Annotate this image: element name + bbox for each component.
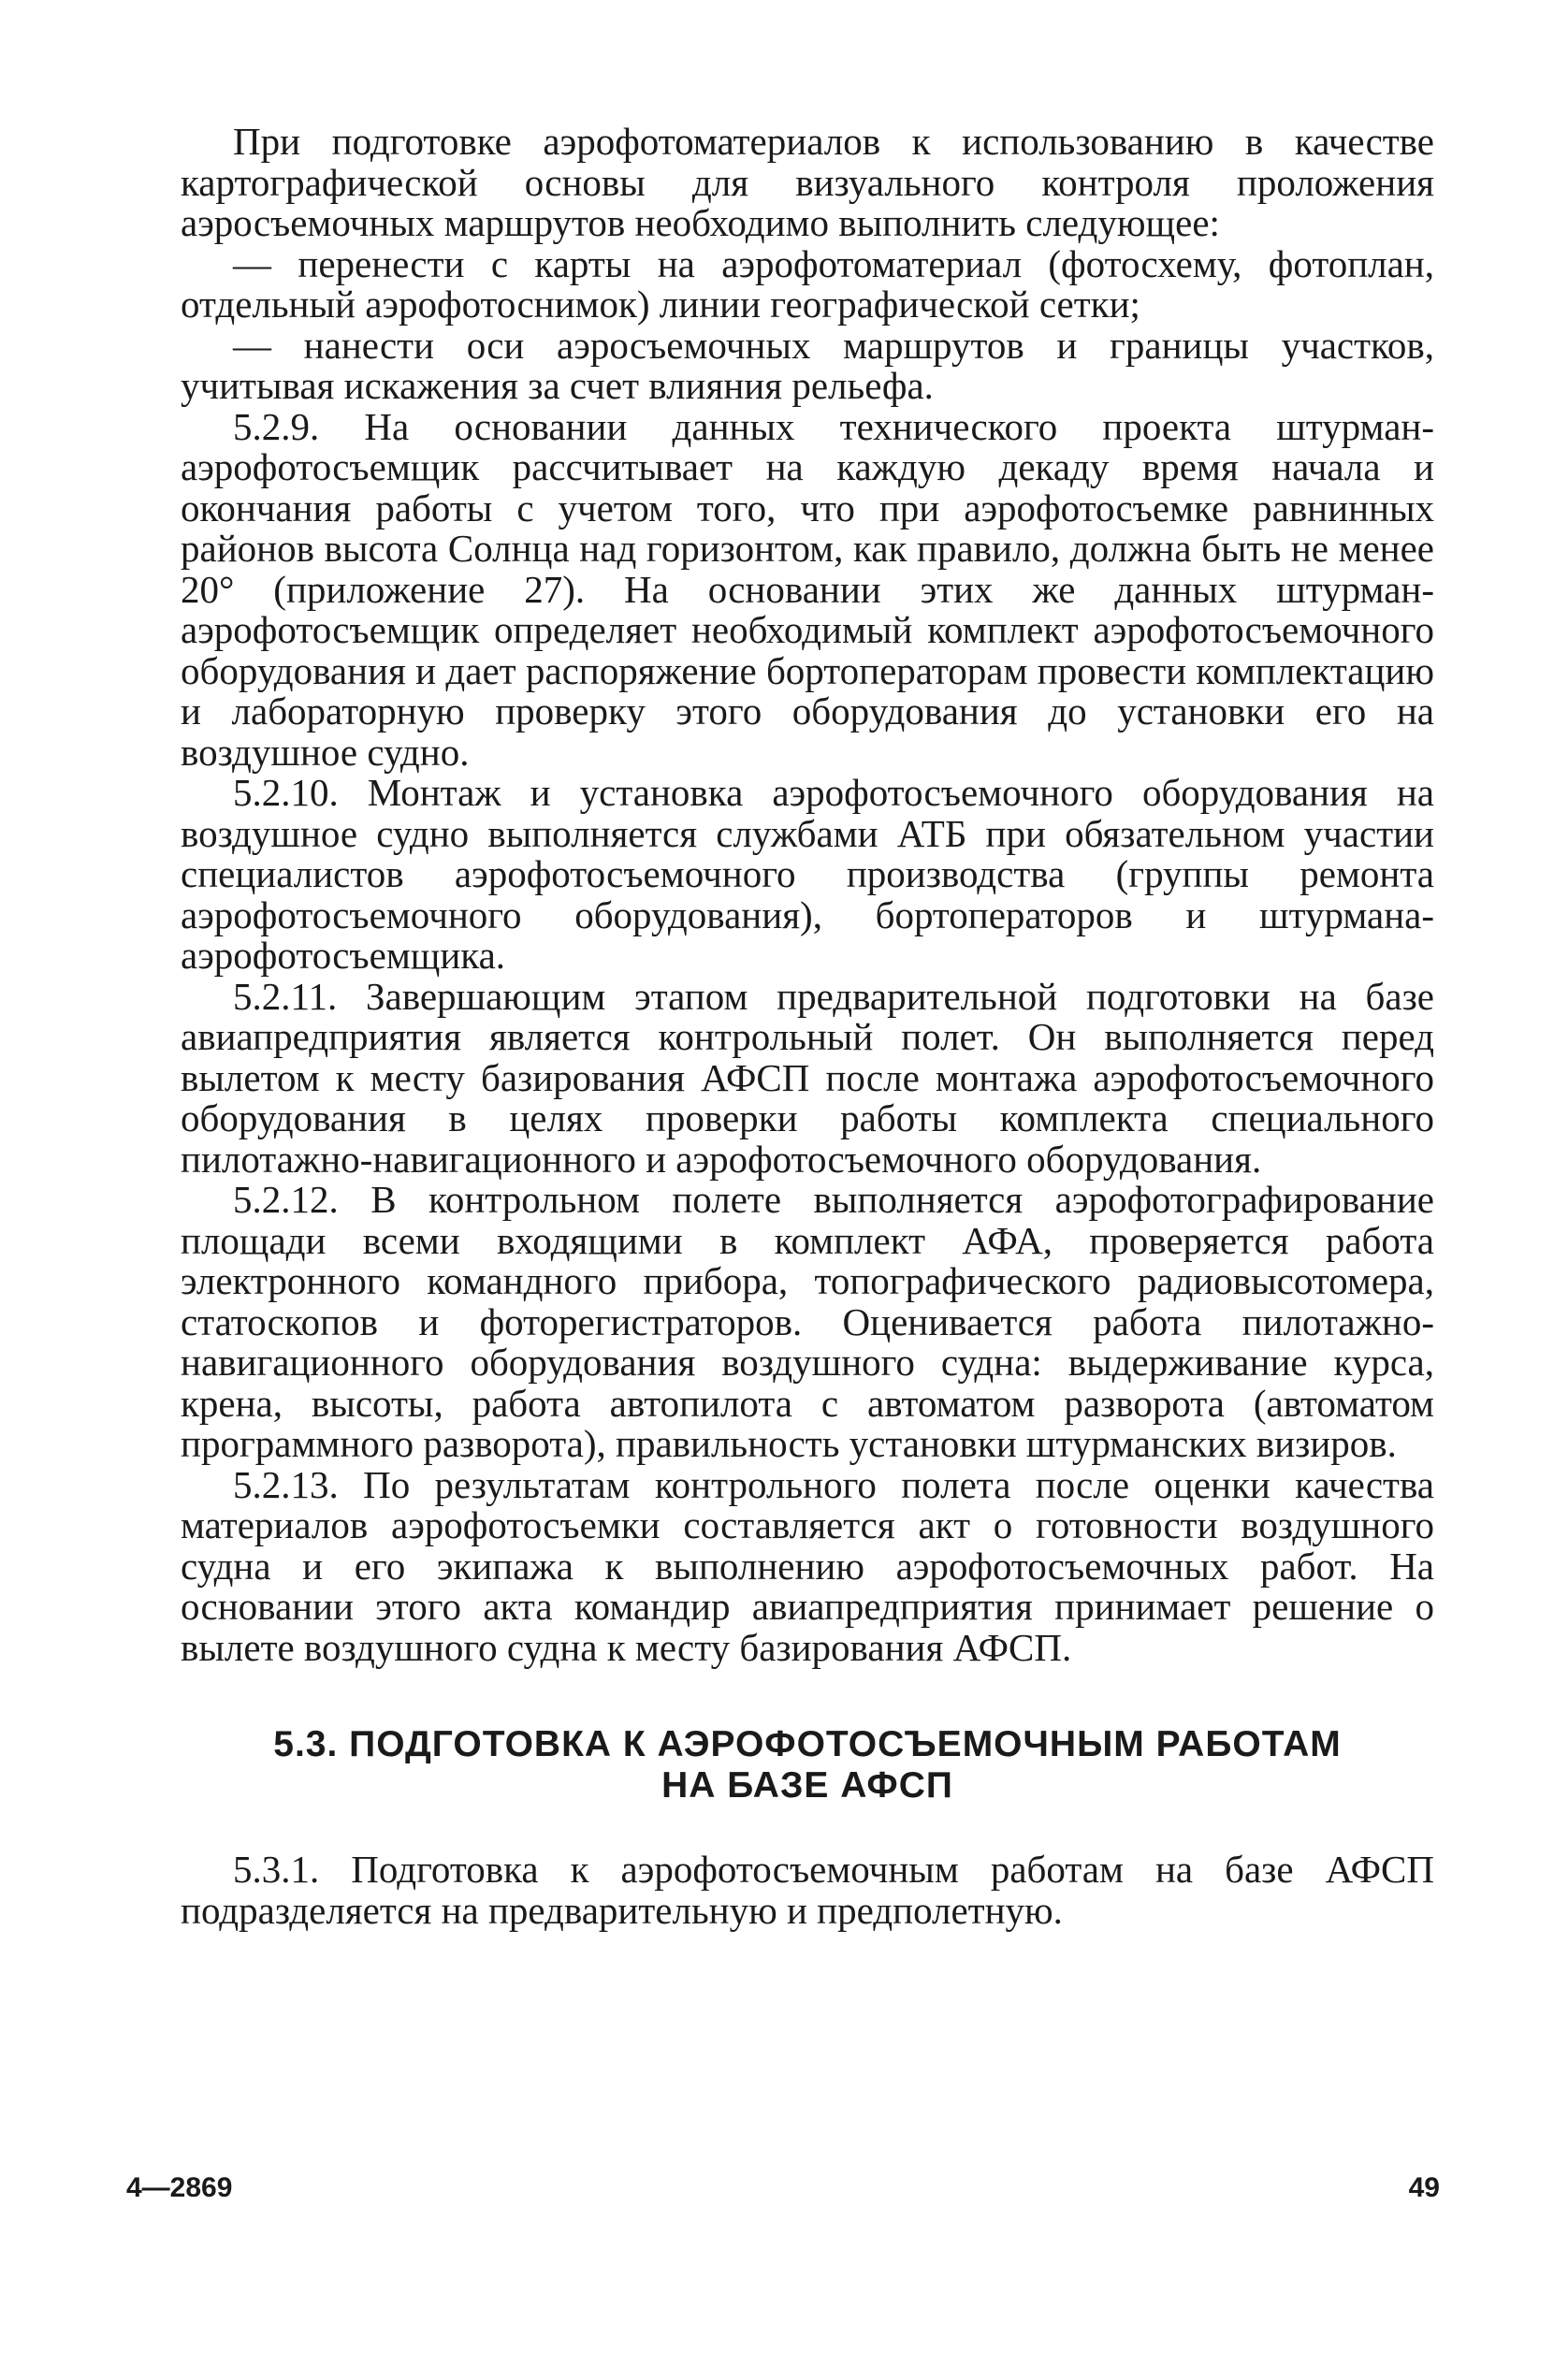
section-heading-line-2: НА БАЗЕ АФСП — [661, 1765, 953, 1806]
paragraph-5-3-1: 5.3.1. Подготовка к аэрофотосъемочным работам на базе АФСП подразделяется на предварительную и предполетную. — [181, 1848, 1434, 1932]
section-heading — [181, 1724, 1434, 1806]
section-heading-line-1: 5.3. ПОДГОТОВКА К АЭРОФОТОСЪЕМОЧНЫМ РАБОТАМ — [273, 1724, 1342, 1764]
paragraph-5-2-11: 5.2.11. Завершающим этапом предварительной подготовки на базе авиапредприятия является контрольный полет. Он выполняется перед вылетом к месту базирования АФСП после монтажа аэрофотосъемочного оборудования в целях проверки работы комплекта специального пилотажно-навигационного и аэрофотосъемочного оборудования. — [181, 974, 1434, 1181]
paragraph-list-item-1: — перенести с карты на аэрофотоматериал (фотосхему, фотоплан, отдельный аэрофотоснимок) линии географической сетки; — [181, 241, 1434, 326]
paragraph-5-2-10: 5.2.10. Монтаж и установка аэрофотосъемочного оборудования на воздушное судно выполняется службами АТБ при обязательном участии специалистов аэрофотосъемочного производства (группы ремонта аэрофотосъемочного оборудования), бортоператоров и штурмана-аэрофотосъемщика. — [181, 771, 1434, 977]
paragraph-5-2-13: 5.2.13. По результатам контрольного полета после оценки качества материалов аэрофотосъемки составляется акт о готовности воздушного судна и его экипажа к выполнению аэрофотосъемочных работ. На основании этого акта командир авиапредприятия принимает решение о вылете воздушного судна к месту базирования АФСП. — [181, 1462, 1434, 1669]
print-signature: 4—2869 — [126, 2172, 233, 2203]
page-body — [181, 122, 1434, 1931]
paragraph-5-2-12: 5.2.12. В контрольном полете выполняется аэрофотографирование площади всеми входящими в комплект АФА, проверяется работа электронного командного прибора, топографического радиовысотомера, статоскопов и фоторегистраторов. Оценивается работа пилотажно-навигационного оборудования воздушного судна: выдерживание курса, крена, высоты, работа автопилота с автоматом разворота (автоматом программного разворота), правильность установки штурманских визиров. — [181, 1178, 1434, 1465]
paragraph-intro: При подготовке аэрофотоматериалов к использованию в качестве картографической основы для визуального контроля проложения аэросъемочных маршрутов необходимо выполнить следующее: — [181, 120, 1434, 244]
paragraph-list-item-2: — нанести оси аэросъемочных маршрутов и границы участков, учитывая искажения за счет влияния рельефа. — [181, 323, 1434, 407]
paragraph-5-2-9: 5.2.9. На основании данных технического проекта штурман-аэрофотосъемщик рассчитывает на каждую декаду время начала и окончания работы с учетом того, что при аэрофотосъемке равнинных районов высота Солнца над горизонтом, как правило, должна быть не менее 20° (приложение 27). На основании этих же данных штурман-аэрофотосъемщик определяет необходимый комплект аэрофотосъемочного оборудования и дает распоряжение бортоператорам провести комплектацию и лабораторную проверку этого оборудования до установки его на воздушное судно. — [181, 404, 1434, 774]
page-number: 49 — [1408, 2172, 1440, 2203]
